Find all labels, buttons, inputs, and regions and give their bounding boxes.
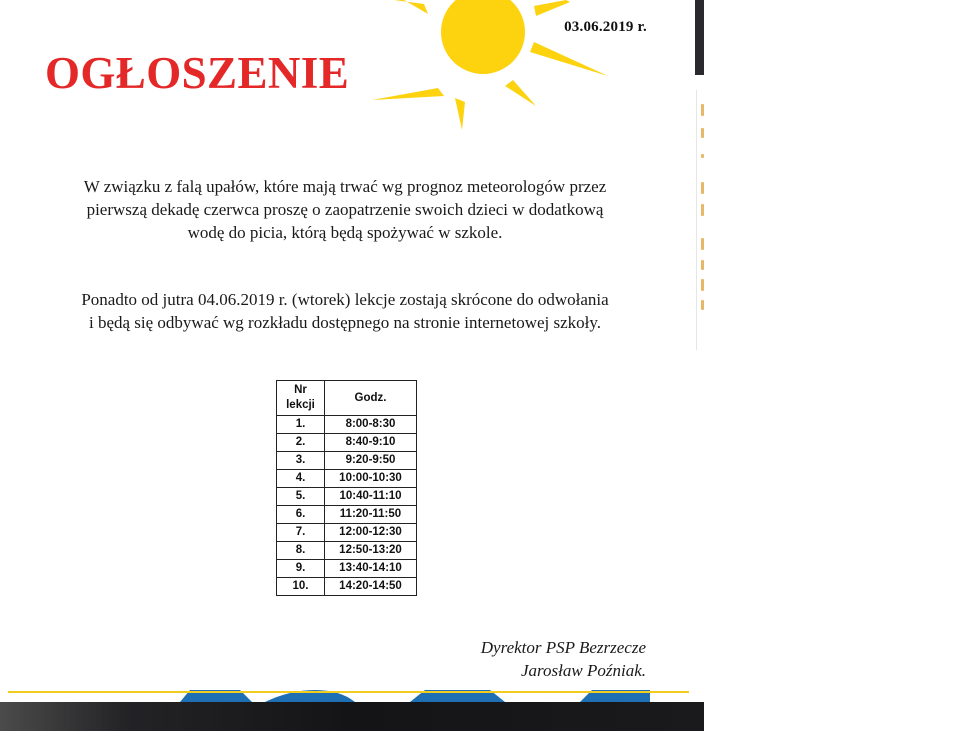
header-lesson-number <box>277 381 325 416</box>
lesson-number: 5. <box>277 488 325 506</box>
lesson-time: 8:40-9:10 <box>325 434 417 452</box>
lesson-number: 8. <box>277 542 325 560</box>
paragraph-line: pierwszą dekadę czerwca proszę o zaopatrzenie swoich dzieci w dodatkową <box>86 200 604 219</box>
side-panel-edge <box>696 90 697 350</box>
lesson-time: 12:50-13:20 <box>325 542 417 560</box>
lesson-number: 6. <box>277 506 325 524</box>
signature-block <box>481 636 646 682</box>
paragraph-line: W związku z falą upałów, które mają trwać wg prognoz meteorologów przez <box>83 177 607 196</box>
table-row <box>277 524 417 542</box>
side-mark <box>701 279 704 291</box>
side-mark <box>701 154 704 158</box>
side-mark <box>701 260 704 270</box>
lesson-time: 11:20-11:50 <box>325 506 417 524</box>
side-dark-bar <box>695 0 704 75</box>
lesson-time: 14:20-14:50 <box>325 578 417 596</box>
lesson-time: 10:00-10:30 <box>325 470 417 488</box>
lesson-number: 10. <box>277 578 325 596</box>
paragraph-line: Ponadto od jutra 04.06.2019 r. (wtorek) lekcje zostają skrócone do odwołania <box>81 290 609 309</box>
header-time: Godz. <box>325 381 417 416</box>
lesson-number: 9. <box>277 560 325 578</box>
table-row <box>277 416 417 434</box>
header-text: Nr <box>294 384 307 396</box>
table-header-row <box>277 381 417 416</box>
lesson-number: 1. <box>277 416 325 434</box>
signature-name: Jarosław Poźniak. <box>521 661 646 680</box>
table-row <box>277 452 417 470</box>
paragraph-line: i będą się odbywać wg rozkładu dostępnego na stronie internetowej szkoły. <box>88 313 602 332</box>
table-row <box>277 578 417 596</box>
announcement-date: 03.06.2019 r. <box>564 19 647 35</box>
heat-wave-paragraph <box>40 175 650 244</box>
table-row <box>277 560 417 578</box>
lesson-number: 3. <box>277 452 325 470</box>
side-mark <box>701 128 704 138</box>
lesson-time: 13:40-14:10 <box>325 560 417 578</box>
side-mark <box>701 238 704 250</box>
lesson-schedule-table <box>276 380 417 596</box>
lesson-number: 4. <box>277 470 325 488</box>
lesson-time: 8:00-8:30 <box>325 416 417 434</box>
side-mark <box>701 204 704 216</box>
shortened-lessons-paragraph <box>40 288 650 334</box>
side-mark <box>701 300 704 310</box>
lesson-time: 10:40-11:10 <box>325 488 417 506</box>
accent-divider <box>8 691 689 693</box>
lesson-time: 9:20-9:50 <box>325 452 417 470</box>
table-row <box>277 470 417 488</box>
table-row <box>277 434 417 452</box>
announcement-title: OGŁOSZENIE <box>45 48 350 98</box>
header-text: lekcji <box>286 399 315 411</box>
signature-title: Dyrektor PSP Bezrzecze <box>480 638 646 657</box>
side-mark <box>701 182 704 194</box>
paragraph-line: wodę do picia, którą będą spożywać w szkole. <box>187 223 503 242</box>
lesson-number: 2. <box>277 434 325 452</box>
table-row <box>277 506 417 524</box>
side-mark <box>701 104 704 116</box>
lesson-time: 12:00-12:30 <box>325 524 417 542</box>
table-row <box>277 542 417 560</box>
table-row <box>277 488 417 506</box>
bottom-dark-band <box>0 702 704 731</box>
lesson-number: 7. <box>277 524 325 542</box>
